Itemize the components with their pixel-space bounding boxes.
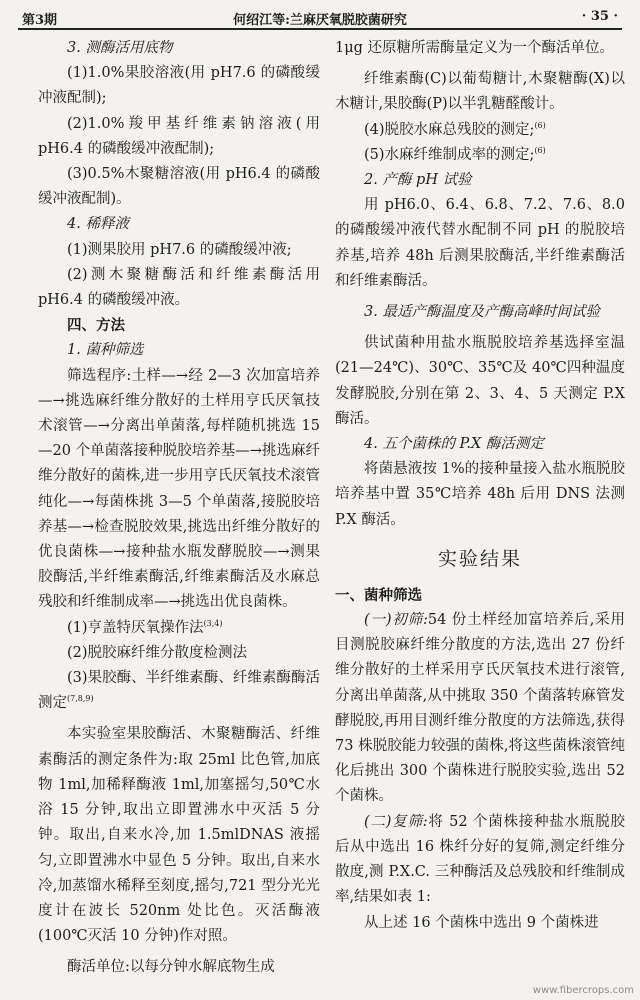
diluent-item-2: (2)测木聚糖酶活和纤维素酶活用 pH6.4 的磷酸缓冲液。 xyxy=(38,266,320,309)
results-continuation: 从上述 16 个菌株中选出 9 个菌株进 xyxy=(364,914,599,931)
page-header xyxy=(18,6,622,28)
journal-issue: 第3期 xyxy=(22,13,58,28)
subheading-ph-test: 2. 产酶 pH 试验 xyxy=(364,172,472,189)
enzyme-calculation-note: 纤维素酶(C)以葡萄糖计,木聚糖酶(X)以木糖计,果胶酶(P)以半乳糖醛酸计。 xyxy=(335,71,625,113)
subheading-diluent: 4. 稀释液 xyxy=(67,216,129,233)
substrate-item-2: (2)1.0%羧甲基纤维素钠溶液(用 pH6.4 的磷酸缓冲液配制); xyxy=(38,115,320,157)
page-number: · 35 · xyxy=(581,9,618,24)
ph-test-paragraph: 用 pH6.0、6.4、6.8、7.2、7.6、8.0 的磷酸缓冲液代替水配制不同 pH 的脱胶培养基,培养 48h 后测果胶酶活,半纤维素酶活和纤维素酶活。 xyxy=(335,197,625,289)
method-item-5: (5)水麻纤维制成率的测定;$^{(6)}$ xyxy=(364,145,546,163)
citation: (6) xyxy=(534,145,546,155)
citation: (3,4) xyxy=(203,618,223,628)
subheading-screening: 1. 菌种筛选 xyxy=(67,342,144,359)
secondary-screening-label: (二)复筛: xyxy=(364,813,428,830)
diluent-item-1: (1)测果胶用 pH7.6 的磷酸缓冲液; xyxy=(67,241,292,258)
section-title-results: 实验结果 xyxy=(437,547,522,570)
method-item-2: (2)脱胶麻纤维分散度检测法 xyxy=(67,644,248,661)
heading-strain-screening: 一、菌种筛选 xyxy=(335,586,422,604)
enzyme-unit-definition: 1μg 还原糖所需酶量定义为一个酶活单位。 xyxy=(335,40,615,56)
primary-screening-paragraph: (一)初筛:54 份土样经加富培养后,采用目测脱胶麻纤维分散度的方法,选出 27 份纤维分散好的土样采用亨氏厌氧技术进行滚管,分离出单菌落,从中挑取 350 个菌落转麻管发酵脱胶,再用目测纤维分散度的方法筛选,获得 73 株脱胶能力较强的菌株,将这些菌株滚管纯化后挑出 300 个菌株进行脱胶实验,选出 52 个菌株。 xyxy=(335,612,625,805)
secondary-screening-paragraph: (二)复筛:将 52 个菌株接种盐水瓶脱胶后从中选出 16 株纤分好的复筛,测定纤维分散度,测 P.X.C. 三种酶活及总残胶和纤维制成率,结果如表 1: xyxy=(335,813,625,906)
screening-procedure: 筛选程序:土样—→经 2—3 次加富培养—→挑选麻纤维分散好的土样用亨氏厌氧技术滚管—→分离出单菌落,每样随机挑选 15—20 个单菌落接种脱胶培养基—→挑选麻纤维分散好的菌株,进一步用亨氏厌氧技术滚管纯化—→每菌株挑 3—5 个单菌落,接脱胶培养基—→检查脱胶效果,挑选出纤维分散好的优良菌株—→接种盐水瓶发酵脱胶—→测果胶酶活,半纤维素酶活,纤维素酶活及水麻总残胶和纤维制成率—→挑选出优良菌株。 xyxy=(38,367,320,611)
citation: (7,8,9) xyxy=(67,694,94,704)
strain-assay-paragraph: 将菌悬液按 1%的接种量接入盐水瓶脱胶培养基中置 35℃培养 48h 后用 DNS 法测 P.X 酶活。 xyxy=(335,461,625,528)
primary-screening-label: (一)初筛: xyxy=(364,612,428,629)
left-column xyxy=(38,36,320,981)
citation: (6) xyxy=(534,120,546,130)
heading-methods: 四、方法 xyxy=(67,317,125,335)
enzyme-assay-paragraph: 本实验室果胶酶活、木聚糖酶活、纤维素酶活的测定条件为:取 25ml 比色管,加底物 1ml,加稀释酶液 1ml,加塞摇匀,50℃水浴 15 分钟,取出立即置沸水中灭活 5 分钟。取出,自来水冷,加 1.5mlDNAS 液摇匀,立即置沸水中显色 5 分钟。取出,自来水冷,加蒸馏水稀释至刻度,摇匀,721 型分光光度计在波长 520nm 处比色。灭活酶液(100℃灭活 10 分钟)作对照。 xyxy=(38,726,320,945)
subheading-substrate: 3. 测酶活用底物 xyxy=(67,40,173,56)
subheading-temperature-test: 3. 最适产酶温度及产酶高峰时间试验 xyxy=(364,304,600,321)
right-column xyxy=(335,36,625,936)
method-item-1: (1)亨盖特厌氧操作法$^{(3,4)}$ xyxy=(67,618,223,636)
watermark: www.fibercrops.com xyxy=(532,985,634,996)
method-item-3: (3)果胶酶、半纤维素酶、纤维素酶酶活测定$^{(7,8,9)}$ xyxy=(38,670,320,712)
substrate-item-1: (1)1.0%果胶溶液(用 pH7.6 的磷酸缓冲液配制); xyxy=(38,65,320,107)
substrate-item-3: (3)0.5%木聚糖溶液(用 pH6.4 的磷酸缓冲液配制)。 xyxy=(38,166,320,208)
header-rule xyxy=(18,28,622,30)
running-title: 何绍江等:兰麻厌氧脱胶菌研究 xyxy=(233,13,407,28)
method-item-4: (4)脱胶水麻总残胶的测定;$^{(6)}$ xyxy=(364,120,546,138)
enzyme-unit-paragraph: 酶活单位:以每分钟水解底物生成 xyxy=(67,959,275,976)
subheading-strain-assay: 4. 五个菌株的 P.X 酶活测定 xyxy=(364,436,544,453)
temperature-test-paragraph: 供试菌种用盐水瓶脱胶培养基选择室温(21—24℃)、30℃、35℃及 40℃四种温度发酵脱胶,分别在第 2、3、4、5 天测定 P.X 酶活。 xyxy=(335,335,625,427)
